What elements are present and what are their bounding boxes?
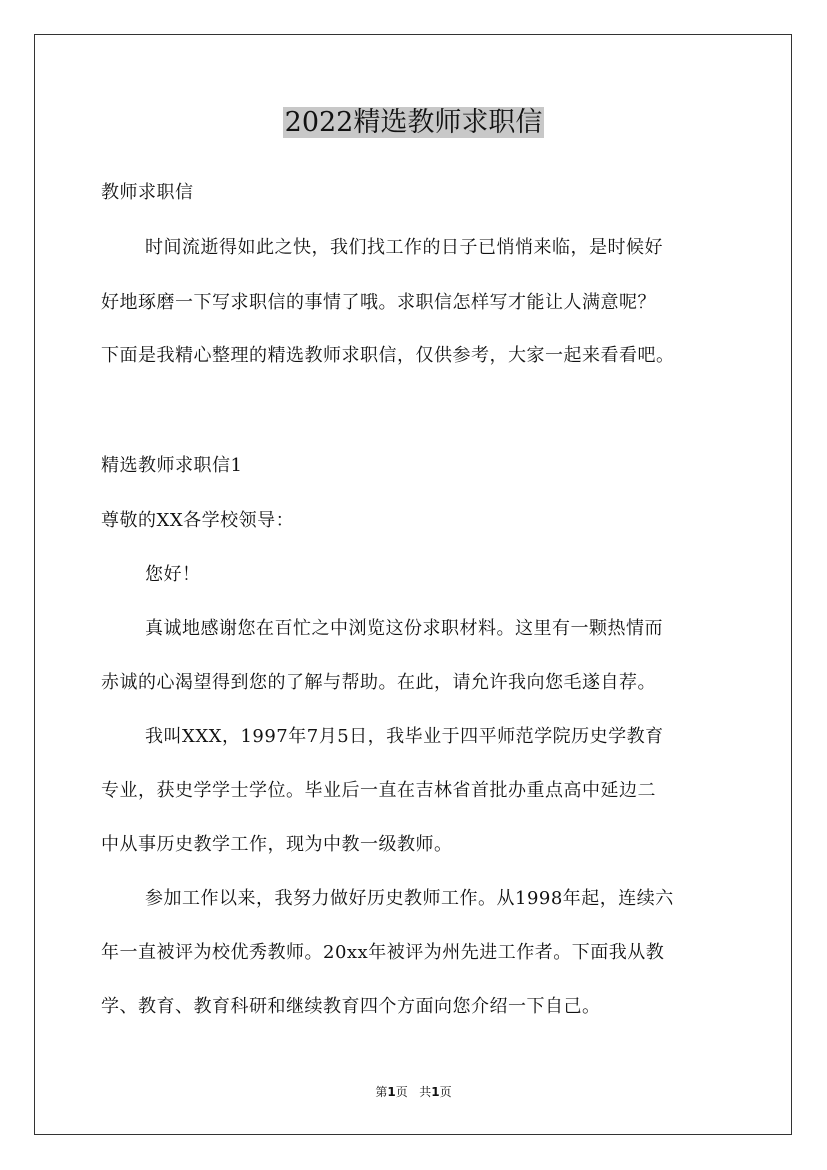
footer-total-unit: 页: [439, 1085, 452, 1099]
section-heading: 教师求职信: [101, 182, 194, 203]
footer-page-unit: 页: [395, 1085, 408, 1099]
footer-total-prefix: 共: [419, 1085, 432, 1099]
paragraph-line: 学、教育、教育科研和继续教育四个方面向您介绍一下自己。: [101, 996, 601, 1017]
footer-page-current: 1: [387, 1085, 396, 1099]
footer-page-prefix: 第: [375, 1085, 388, 1099]
paragraph-line: 赤诚的心渴望得到您的了解与帮助。在此，请允许我向您毛遂自荐。: [101, 672, 656, 693]
paragraph-line: 时间流逝得如此之快，我们找工作的日子已悄悄来临，是时候好: [145, 237, 663, 258]
paragraph-line: 参加工作以来，我努力做好历史教师工作。从1998年起，连续六: [145, 888, 674, 909]
paragraph-line: 我叫XXX，1997年7月5日，我毕业于四平师范学院历史学教育: [145, 726, 664, 747]
paragraph-line: 年一直被评为校优秀教师。20xx年被评为州先进工作者。下面我从教: [101, 942, 665, 963]
paragraph-line: 真诚地感谢您在百忙之中浏览这份求职材料。这里有一颗热情而: [145, 618, 663, 639]
document-title: [0, 103, 827, 143]
paragraph-line: 好地琢磨一下写求职信的事情了哦。求职信怎样写才能让人满意呢？: [101, 292, 656, 313]
paragraph-line: 专业，获史学学士学位。毕业后一直在吉林省首批办重点高中延边二: [101, 780, 656, 801]
section-heading: 精选教师求职信1: [101, 455, 243, 476]
page-footer: [0, 1083, 827, 1101]
paragraph-line: 中从事历史教学工作，现为中教一级教师。: [101, 834, 453, 855]
greeting: 您好！: [145, 564, 201, 585]
footer-page-total: 1: [431, 1085, 440, 1099]
document-title-text: 2022精选教师求职信: [284, 107, 543, 138]
paragraph-line: 下面是我精心整理的精选教师求职信，仅供参考，大家一起来看看吧。: [101, 345, 675, 366]
salutation: 尊敬的XX各学校领导：: [101, 510, 295, 531]
